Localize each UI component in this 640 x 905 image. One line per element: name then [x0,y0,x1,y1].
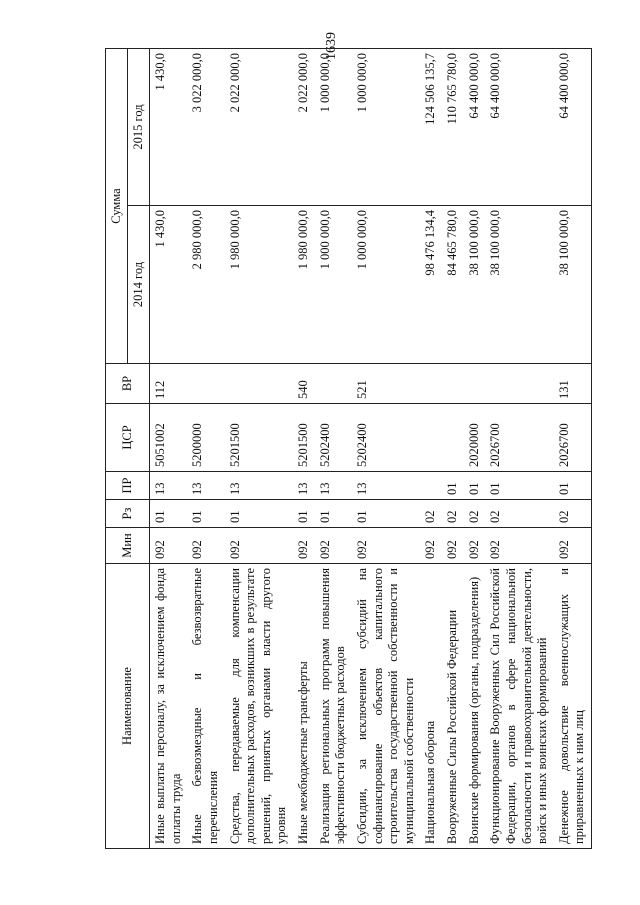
row-amount-2015: 64 400 000,0 [485,49,554,206]
row-csr: 5202400 [352,404,421,472]
row-min: 092 [352,528,421,564]
header-2014: 2014 год [128,206,150,364]
row-pr: 13 [315,472,352,500]
row-vr [187,364,224,404]
table-row [485,49,554,849]
row-min: 092 [150,528,188,564]
row-pr: 13 [352,472,421,500]
row-vr [485,364,554,404]
table-body [150,49,592,849]
row-csr [442,404,464,472]
row-pr [420,472,442,500]
row-csr: 5201500 [293,404,315,472]
row-amount-2014: 1 000 000,0 [315,206,352,364]
header-rz: Рз [106,500,150,528]
row-pr: 01 [464,472,486,500]
row-name: Средства, передаваемые для компенсации дополнительных расходов, возникших в результате решений, принятых органами власти другого уровня [225,564,294,849]
row-name: Субсидии, за исключением субсидий на софинансирование объектов капитального строительства государственной собственности и муниципальной собственности [352,564,421,849]
row-vr [464,364,486,404]
row-pr: 13 [187,472,224,500]
row-csr [420,404,442,472]
row-name: Иные безвозмездные и безвозвратные перечисления [187,564,224,849]
row-csr: 5051002 [150,404,188,472]
budget-table [105,48,592,849]
page-number: 1639 [324,32,339,60]
table-row [442,49,464,849]
row-amount-2015: 64 400 000,0 [554,49,592,206]
row-pr: 13 [293,472,315,500]
header-vr: ВР [106,364,150,404]
row-min: 092 [442,528,464,564]
row-name: Функционирование Вооруженных Сил Российской Федерации, органов в сфере национальной безопасности и правоохранительной деятельности, войск и иных воинских формирований [485,564,554,849]
row-rz: 02 [464,500,486,528]
row-amount-2015: 110 765 780,0 [442,49,464,206]
row-rz: 01 [352,500,421,528]
row-rz: 01 [293,500,315,528]
row-amount-2015: 124 506 135,7 [420,49,442,206]
row-amount-2014: 1 430,0 [150,206,188,364]
row-min: 092 [225,528,294,564]
row-rz: 01 [187,500,224,528]
table-header [106,49,150,849]
table-row [187,49,224,849]
table-row [464,49,486,849]
row-vr [315,364,352,404]
row-amount-2014: 1 000 000,0 [352,206,421,364]
row-vr: 131 [554,364,592,404]
header-name: Наименование [106,564,150,849]
row-amount-2014: 38 100 000,0 [554,206,592,364]
row-vr: 112 [150,364,188,404]
table-row [352,49,421,849]
row-amount-2014: 38 100 000,0 [485,206,554,364]
header-csr: ЦСР [106,404,150,472]
row-pr: 01 [554,472,592,500]
row-vr [225,364,294,404]
row-min: 092 [420,528,442,564]
row-amount-2014: 2 980 000,0 [187,206,224,364]
table-row [554,49,592,849]
row-vr: 521 [352,364,421,404]
row-amount-2015: 2 022 000,0 [293,49,315,206]
row-amount-2015: 2 022 000,0 [225,49,294,206]
table-row [150,49,188,849]
row-csr: 5202400 [315,404,352,472]
row-pr: 13 [225,472,294,500]
row-amount-2014: 38 100 000,0 [464,206,486,364]
row-amount-2015: 1 000 000,0 [315,49,352,206]
row-rz: 02 [442,500,464,528]
row-csr: 2026700 [554,404,592,472]
row-pr: 01 [442,472,464,500]
row-csr: 2026700 [485,404,554,472]
row-name: Денежное довольствие военнослужащих и приравненных к ним лиц [554,564,592,849]
row-pr: 13 [150,472,188,500]
row-csr: 2020000 [464,404,486,472]
row-min: 092 [187,528,224,564]
header-pr: ПР [106,472,150,500]
row-csr: 5200000 [187,404,224,472]
row-min: 092 [554,528,592,564]
row-vr [420,364,442,404]
row-amount-2014: 98 476 134,4 [420,206,442,364]
row-min: 092 [315,528,352,564]
header-min: Мин [106,528,150,564]
row-rz: 01 [225,500,294,528]
row-amount-2015: 1 000 000,0 [352,49,421,206]
row-rz: 02 [485,500,554,528]
row-csr: 5201500 [225,404,294,472]
budget-table-container [105,49,587,849]
table-row [293,49,315,849]
row-min: 092 [485,528,554,564]
row-amount-2015: 3 022 000,0 [187,49,224,206]
row-min: 092 [293,528,315,564]
row-name: Национальная оборона [420,564,442,849]
row-amount-2014: 84 465 780,0 [442,206,464,364]
row-min: 092 [464,528,486,564]
table-row [225,49,294,849]
row-pr: 01 [485,472,554,500]
row-amount-2015: 64 400 000,0 [464,49,486,206]
row-amount-2014: 1 980 000,0 [293,206,315,364]
row-rz: 01 [150,500,188,528]
table-row [315,49,352,849]
header-2015: 2015 год [128,49,150,206]
row-vr [442,364,464,404]
row-vr: 540 [293,364,315,404]
row-rz: 01 [315,500,352,528]
row-name: Воинские формирования (органы, подразделения) [464,564,486,849]
row-name: Реализация региональных программ повышения эффективности бюджетных расходов [315,564,352,849]
row-amount-2014: 1 980 000,0 [225,206,294,364]
header-sum: Сумма [106,49,128,364]
row-name: Иные межбюджетные трансферты [293,564,315,849]
row-rz: 02 [554,500,592,528]
table-row [420,49,442,849]
row-name: Вооруженные Силы Российской Федерации [442,564,464,849]
row-amount-2015: 1 430,0 [150,49,188,206]
row-rz: 02 [420,500,442,528]
row-name: Иные выплаты персоналу, за исключением фонда оплаты труда [150,564,188,849]
